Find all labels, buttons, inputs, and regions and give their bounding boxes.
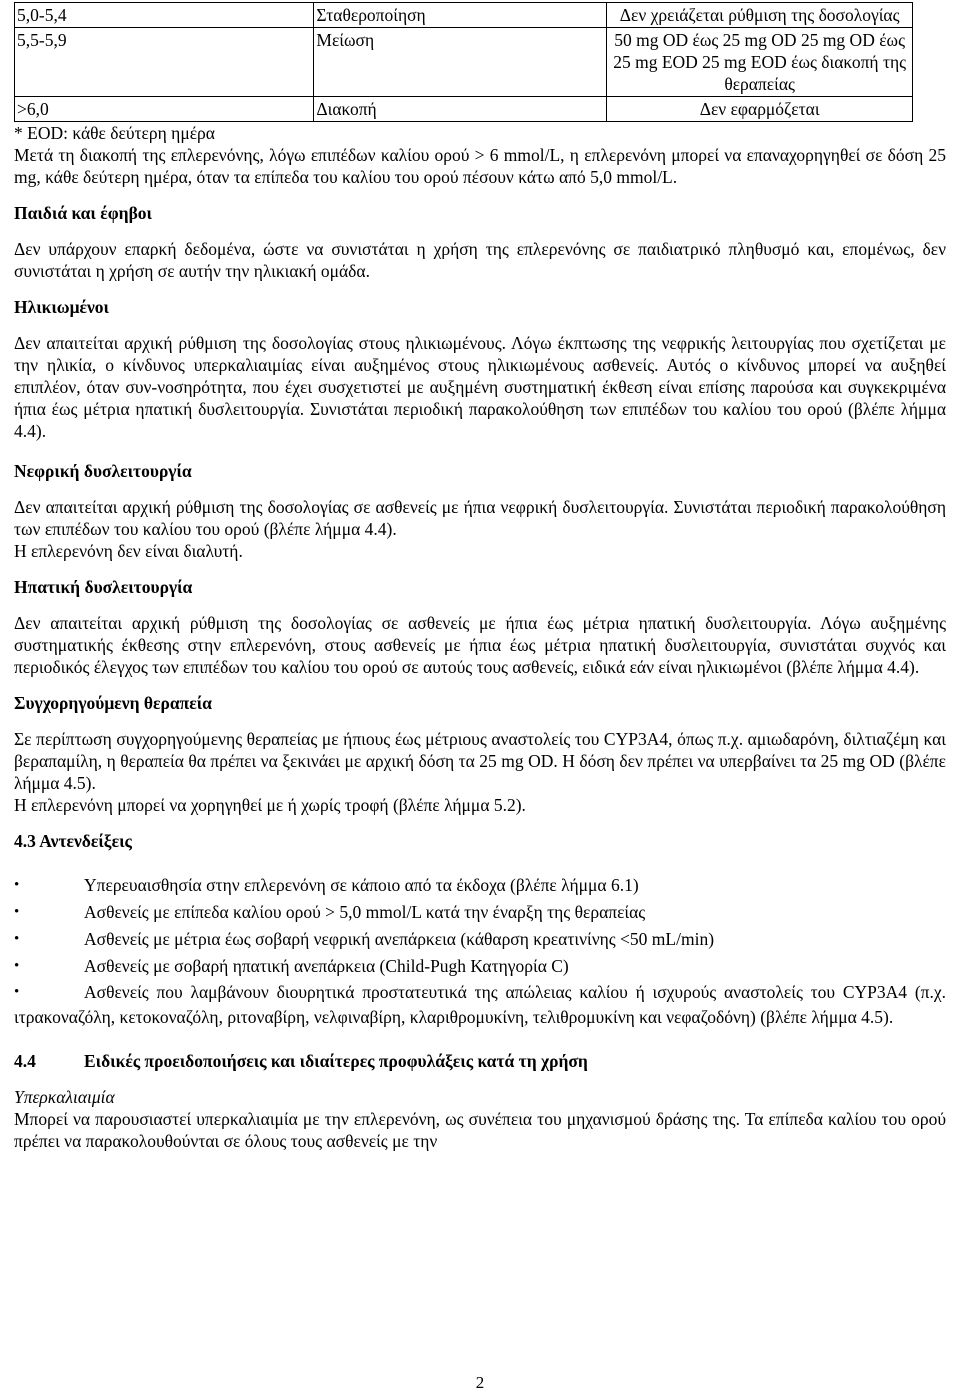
- table-row: [15, 28, 913, 97]
- hyperkalaemia-subheading: Υπερκαλιαιμία: [14, 1087, 115, 1107]
- concomitant-heading: Συγχορηγούμενη θεραπεία: [14, 693, 212, 713]
- bullet-icon: •: [14, 877, 20, 893]
- list-item: • Ασθενείς που λαμβάνουν διουρητικά προστατευτικά της απώλειας καλίου ή ισχυρούς αναστολείς του CYP3A4 (π.χ. ιτρακοναζόλη, κετοκοναζόλη, ριτοναβίρη, νελφιναβίρη, κλαριθρομυκίνη, τελιθρομυκίνη και νεφαζοδόνη) (βλέπε λήμμα 4.5).: [14, 982, 946, 1027]
- concomitant-food-note: Η επλερενόνη μπορεί να χορηγηθεί με ή χωρίς τροφή (βλέπε λήμμα 5.2).: [14, 795, 526, 815]
- dose-adjustment-table: [14, 2, 913, 122]
- section-number: 4.4: [14, 1051, 36, 1071]
- warnings-heading: 4.4 Ειδικές προειδοποιήσεις και ιδιαίτερες προφυλάξεις κατά τη χρήση: [14, 1051, 588, 1071]
- list-item: • Ασθενείς με σοβαρή ηπατική ανεπάρκεια (Child-Pugh Κατηγορία C): [14, 953, 946, 980]
- document-page: [14, 2, 946, 1152]
- contraindications-list: [14, 872, 946, 1030]
- table-row: [15, 3, 913, 28]
- list-item: • Υπερευαισθησία στην επλερενόνη σε κάποιο από τα έκδοχα (βλέπε λήμμα 6.1): [14, 872, 946, 899]
- bullet-icon: •: [14, 931, 20, 947]
- action-cell: Σταθεροποίηση: [314, 3, 607, 28]
- list-item: • Ασθενείς με επίπεδα καλίου ορού > 5,0 mmol/L κατά την έναρξη της θεραπείας: [14, 899, 946, 926]
- action-cell: Διακοπή: [314, 97, 607, 122]
- hepatic-heading: Ηπατική δυσλειτουργία: [14, 577, 193, 597]
- bullet-icon: •: [14, 984, 20, 1000]
- eod-footnote: * EOD: κάθε δεύτερη ημέρα: [14, 123, 215, 143]
- potassium-range-cell: 5,5-5,9: [15, 28, 314, 97]
- children-paragraph: Δεν υπάρχουν επαρκή δεδομένα, ώστε να συνιστάται η χρήση της επλερενόνης σε παιδιατρικό πληθυσμό και, επομένως, δεν συνιστάται η χρήση σε αυτήν την ηλικιακή ομάδα.: [14, 239, 946, 281]
- dose-cell: Δεν χρειάζεται ρύθμιση της δοσολογίας: [607, 3, 913, 28]
- list-item: • Ασθενείς με μέτρια έως σοβαρή νεφρική ανεπάρκεια (κάθαρση κρεατινίνης <50 mL/min): [14, 926, 946, 953]
- elderly-heading: Ηλικιωμένοι: [14, 297, 109, 317]
- hepatic-paragraph: Δεν απαιτείται αρχική ρύθμιση της δοσολογίας σε ασθενείς με ήπια έως μέτρια ηπατική δυσλειτουργία. Λόγω αυξημένης συστηματικής έκθεσης στην επλερενόνη, στους ασθενείς με ήπια έως μέτρια ηπατική δυσλειτουργία, συνιστάται συχνός και περιοδικός έλεγχος των επιπέδων του καλίου του ορού σε αυτούς τους ασθενείς, ειδικά εάν είναι ηλικιωμένοι (βλέπε λήμμα 4.4).: [14, 613, 946, 677]
- renal-paragraph: Δεν απαιτείται αρχική ρύθμιση της δοσολογίας σε ασθενείς με ήπια νεφρική δυσλειτουργία. Συνιστάται περιοδική παρακολούθηση των επιπέδων του καλίου του ορού (βλέπε λήμμα 4.4).: [14, 497, 946, 539]
- contraindications-heading: 4.3 Αντενδείξεις: [14, 831, 132, 851]
- renal-note: Η επλερενόνη δεν είναι διαλυτή.: [14, 541, 243, 561]
- children-heading: Παιδιά και έφηβοι: [14, 203, 152, 223]
- hyperkalaemia-paragraph: Μπορεί να παρουσιαστεί υπερκαλιαιμία με την επλερενόνη, ως συνέπεια του μηχανισμού δράσης της. Τα επίπεδα καλίου του ορού πρέπει να παρακολουθούνται σε όλους τους ασθενείς με την: [14, 1109, 946, 1151]
- concomitant-paragraph: Σε περίπτωση συγχορηγούμενης θεραπείας με ήπιους έως μέτριους αναστολείς του CYP3A4, όπως π.χ. αμιωδαρόνη, διλτιαζέμη και βεραπαμίλη, η θεραπεία θα πρέπει να ξεκινάει με αρχική δόση τα 25 mg OD. Η δόση δεν πρέπει να υπερβαίνει τα 25 mg OD (βλέπε λήμμα 4.5).: [14, 729, 946, 793]
- potassium-range-cell: 5,0-5,4: [15, 3, 314, 28]
- restart-paragraph: Μετά τη διακοπή της επλερενόνης, λόγω επιπέδων καλίου ορού > 6 mmol/L, η επλερενόνη μπορεί να επαναχορηγηθεί σε δόση 25 mg, κάθε δεύτερη ημέρα, όταν τα επίπεδα του καλίου του ορού πέσουν κάτω από 5,0 mmol/L.: [14, 145, 946, 187]
- dose-cell: 50 mg OD έως 25 mg OD 25 mg OD έως 25 mg EOD 25 mg EOD έως διακοπή της θεραπείας: [607, 28, 913, 97]
- bullet-icon: •: [14, 958, 20, 974]
- bullet-icon: •: [14, 904, 20, 920]
- dose-cell: Δεν εφαρμόζεται: [607, 97, 913, 122]
- elderly-paragraph: Δεν απαιτείται αρχική ρύθμιση της δοσολογίας στους ηλικιωμένους. Λόγω έκπτωσης της νεφρικής λειτουργίας που σχετίζεται με την ηλικία, ο κίνδυνος υπερκαλιαιμίας είναι αυξημένος στους ηλικιωμένους ασθενείς. Αυτός ο κίνδυνος μπορεί να αυξηθεί επιπλέον, όταν συν-νοσηρότητα, που έχει συσχετιστεί με αυξημένη συστηματική έκθεση είναι επίσης παρούσα και συγκεκριμένα ήπια έως μέτρια ηπατική δυσλειτουργία. Συνιστάται περιοδική παρακολούθηση των επιπέδων του καλίου του ορού (βλέπε λήμμα 4.4).: [14, 333, 946, 441]
- table-row: [15, 97, 913, 122]
- action-cell: Μείωση: [314, 28, 607, 97]
- potassium-range-cell: >6,0: [15, 97, 314, 122]
- page-number: 2: [475, 1373, 485, 1392]
- renal-heading: Νεφρική δυσλειτουργία: [14, 461, 192, 481]
